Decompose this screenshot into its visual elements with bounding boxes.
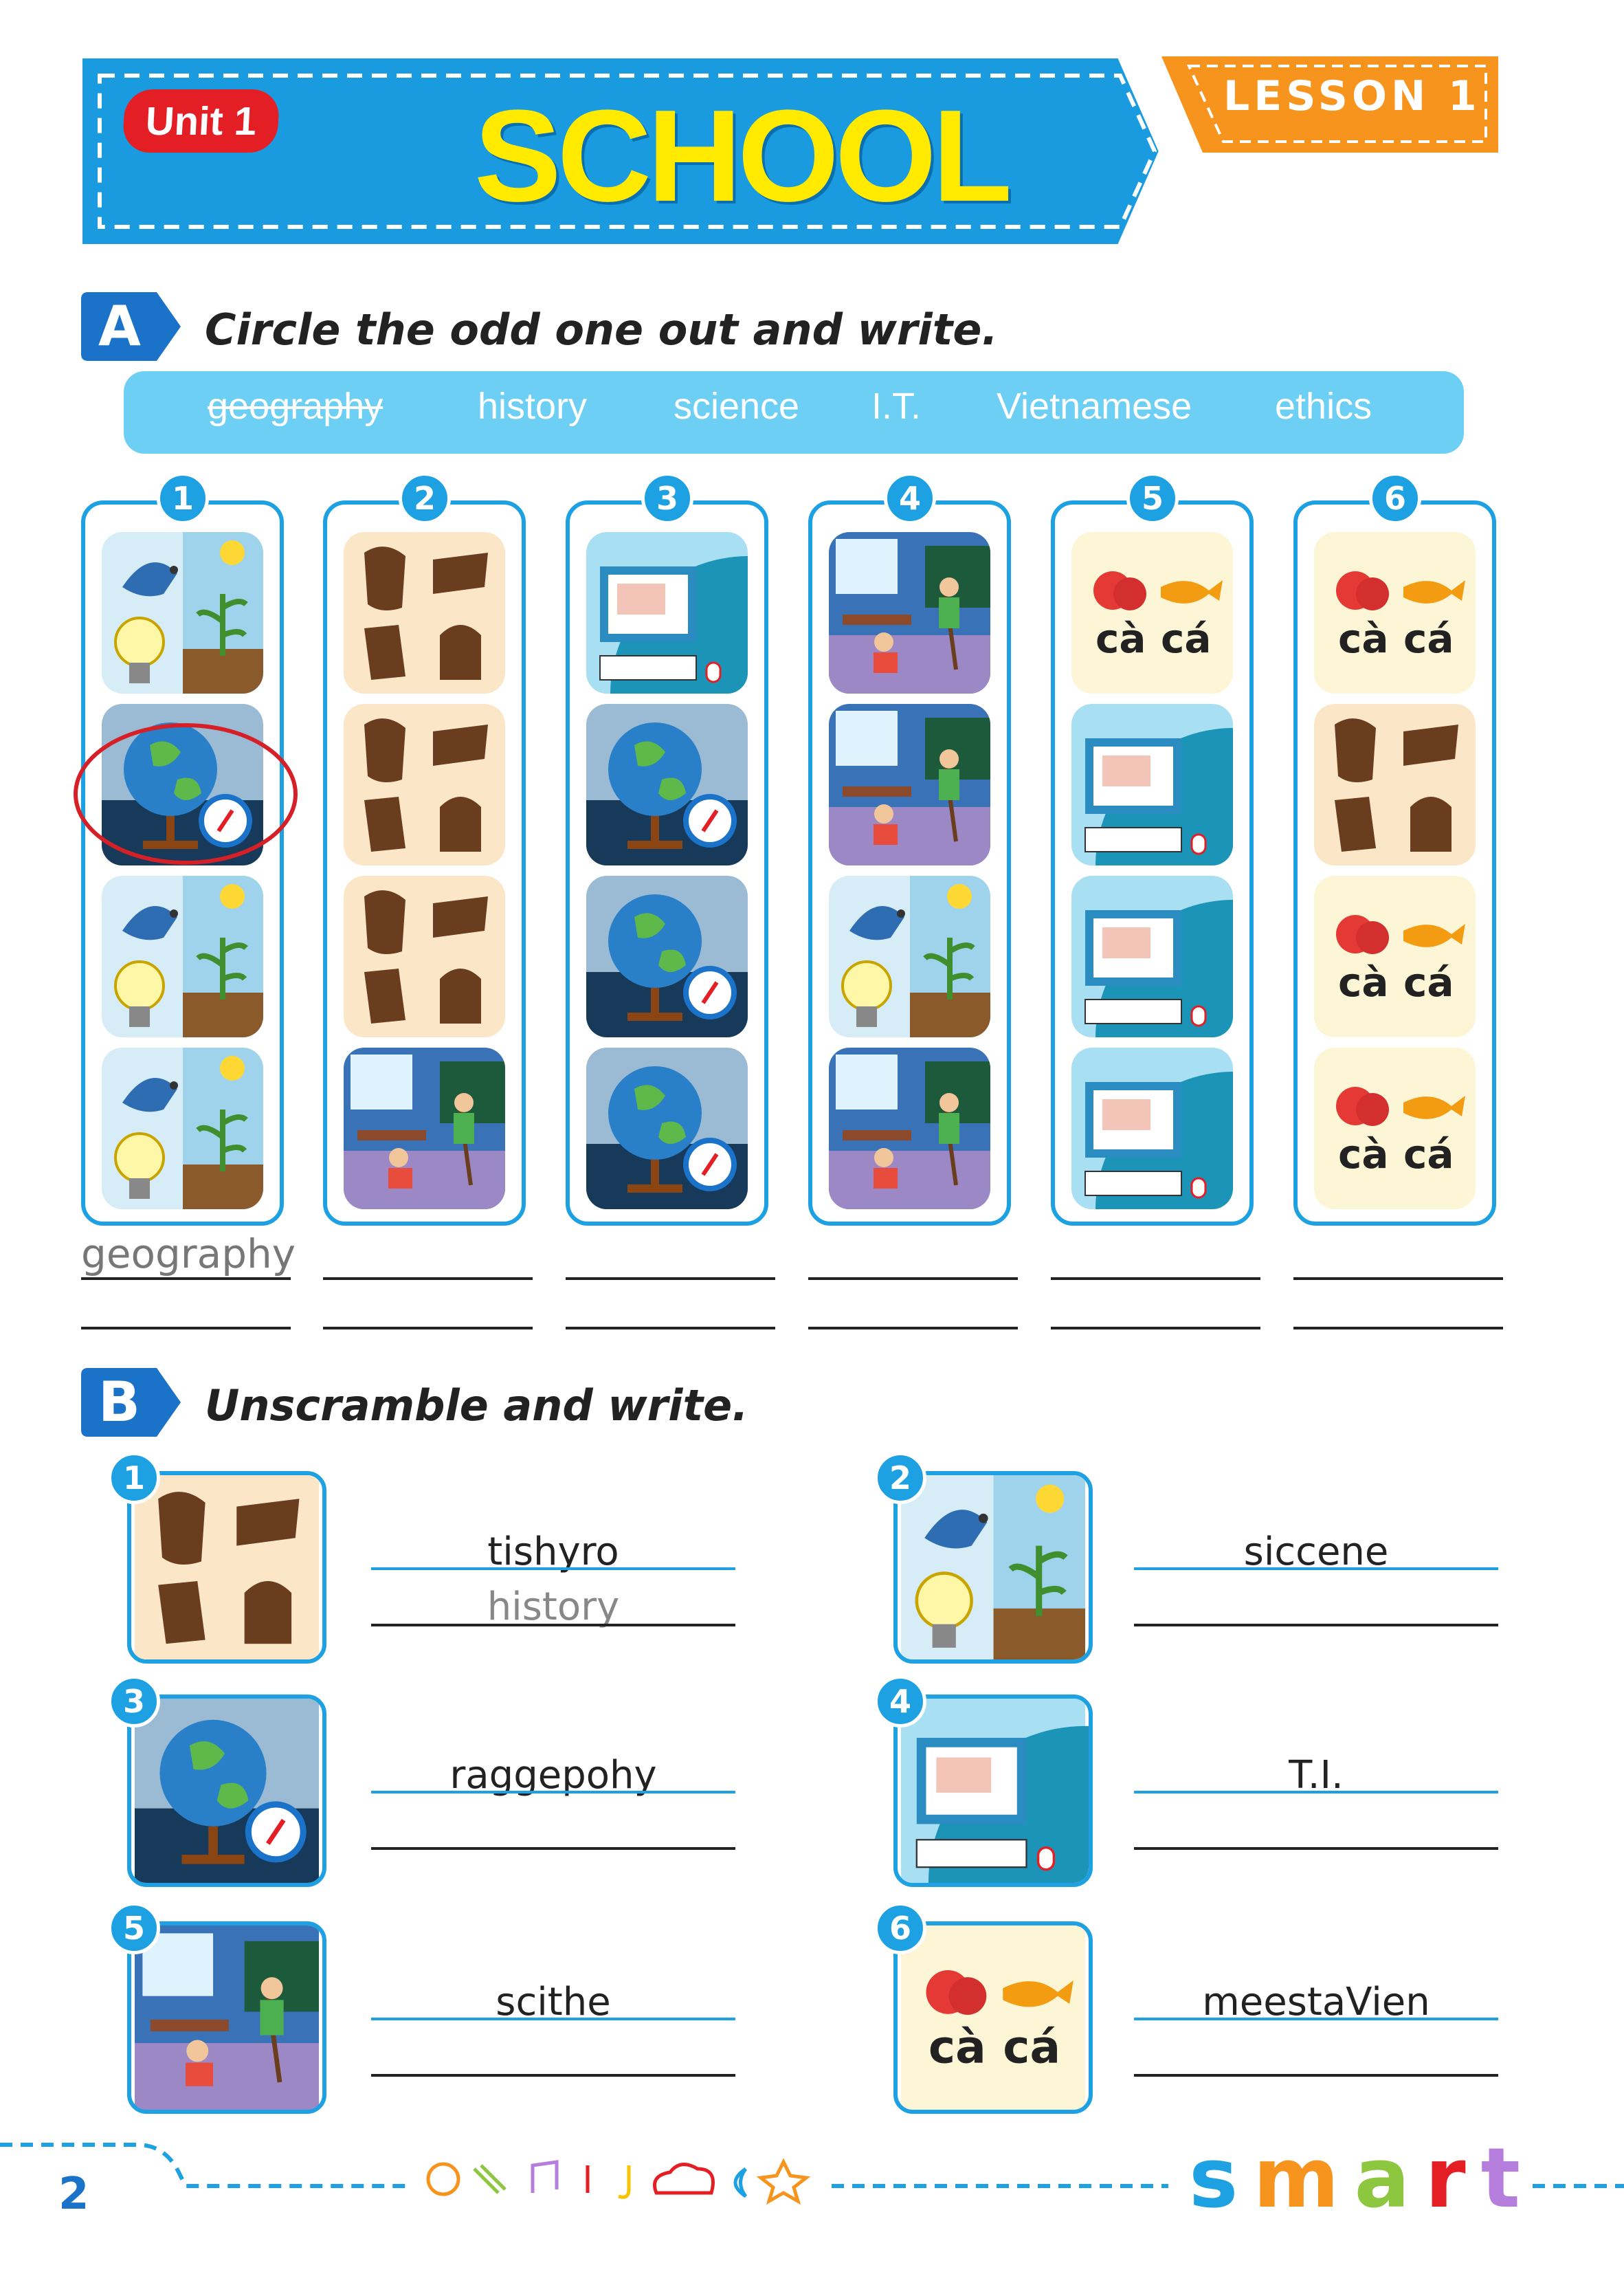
scrambled-word: scithe (496, 1980, 611, 2024)
scrambled-word: tishyro (487, 1530, 619, 1574)
picture-tile[interactable] (829, 704, 990, 865)
picture-tile[interactable] (102, 1048, 263, 1209)
column-number: 3 (641, 472, 693, 525)
unscramble-picture (893, 1695, 1093, 1887)
answer-line[interactable] (81, 1327, 291, 1329)
section-a-letter: A (98, 294, 141, 358)
picture-column (1293, 500, 1496, 1226)
footer-doodles (423, 2152, 835, 2207)
brand-letter: m (1253, 2131, 1339, 2227)
answer-line[interactable] (566, 1327, 775, 1329)
svg-text:cá: cá (1403, 1131, 1454, 1178)
history-picture (344, 704, 505, 865)
answer-line[interactable] (808, 1327, 1018, 1329)
item-number: 3 (108, 1675, 160, 1727)
section-b-instruction: Unscramble and write. (205, 1380, 748, 1431)
picture-tile[interactable] (829, 876, 990, 1037)
scrambled-line (1134, 1791, 1498, 1793)
answer-line[interactable] (1134, 1847, 1498, 1850)
word-bank-item: Vietnamese (997, 386, 1192, 427)
unscramble-picture (127, 1471, 326, 1664)
scrambled-line (371, 2018, 735, 2020)
word-bank-item: ethics (1275, 386, 1372, 427)
star-icon (761, 2162, 806, 2201)
brand-letter: s (1189, 2131, 1238, 2227)
it-picture (1071, 704, 1233, 865)
picture-tile[interactable] (1314, 704, 1476, 865)
picture-column (1051, 500, 1254, 1226)
scrambled-line (1134, 1567, 1498, 1570)
history-picture (131, 1475, 322, 1659)
picture-tile[interactable] (344, 532, 505, 694)
unscramble-picture (893, 1921, 1093, 2114)
odd-one-circle (69, 715, 302, 873)
answer-line[interactable] (566, 1277, 775, 1280)
scrambled-word: raggepohy (449, 1753, 657, 1798)
word-bank-item: I.T. (871, 386, 922, 427)
picture-tile[interactable] (1314, 1048, 1476, 1209)
word-bank-item: history (478, 386, 588, 427)
vietnamese-picture (1314, 532, 1476, 694)
picture-tile[interactable] (829, 532, 990, 694)
picture-tile[interactable] (344, 704, 505, 865)
geography-picture (586, 1048, 748, 1209)
svg-text:cá: cá (1003, 2020, 1061, 2074)
picture-column (323, 500, 526, 1226)
picture-tile[interactable] (586, 532, 748, 694)
answer-line[interactable] (1051, 1277, 1260, 1280)
music-icon (533, 2162, 557, 2193)
scrambled-word: meestaVien (1202, 1980, 1430, 2024)
answer-line[interactable] (323, 1277, 533, 1280)
picture-tile[interactable] (1071, 1048, 1233, 1209)
svg-text:cà: cà (1338, 959, 1389, 1006)
history-picture (1314, 704, 1476, 865)
picture-tile[interactable] (344, 876, 505, 1037)
it-picture (1071, 1048, 1233, 1209)
scrambled-line (371, 1791, 735, 1793)
cloud-icon (655, 2165, 713, 2193)
ethics-picture (829, 532, 990, 694)
lesson-label: LESSON 1 (1223, 72, 1481, 120)
answer-line[interactable] (1134, 2074, 1498, 2077)
picture-tile[interactable] (344, 1048, 505, 1209)
it-picture (1071, 876, 1233, 1037)
unit-badge: Unit 1 (122, 89, 280, 153)
brand-letter: r (1425, 2131, 1466, 2227)
picture-tile[interactable] (1071, 876, 1233, 1037)
section-b-letter: B (98, 1370, 140, 1434)
brand-letter: a (1354, 2131, 1410, 2227)
geography-picture (586, 704, 748, 865)
geography-picture (131, 1699, 322, 1883)
item-number: 6 (874, 1902, 926, 1954)
svg-text:cà: cà (1338, 1131, 1389, 1178)
picture-tile[interactable] (102, 532, 263, 694)
answer-line[interactable] (371, 2074, 735, 2077)
vietnamese-picture (1314, 876, 1476, 1037)
column-number: 1 (157, 472, 209, 525)
answer-line[interactable] (1051, 1327, 1260, 1329)
written-answer: geography (81, 1230, 296, 1277)
column-number: 2 (399, 472, 451, 525)
written-answer: history (487, 1585, 620, 1629)
science-picture (898, 1475, 1089, 1659)
ethics-picture (829, 1048, 990, 1209)
pencil-icon (474, 2165, 505, 2193)
vietnamese-picture (898, 1925, 1089, 2110)
geography-picture (586, 876, 748, 1037)
column-number: 5 (1126, 472, 1179, 525)
picture-tile[interactable] (1071, 532, 1233, 694)
answer-line[interactable] (1293, 1277, 1503, 1280)
brand-letter: t (1480, 2131, 1521, 2227)
science-picture (102, 876, 263, 1037)
note-icon (619, 2165, 629, 2197)
item-number: 4 (874, 1675, 926, 1727)
column-number: 6 (1369, 472, 1421, 525)
word-bank-item: geography (208, 386, 383, 427)
picture-tile[interactable] (1314, 532, 1476, 694)
item-number: 1 (108, 1452, 160, 1504)
ethics-picture (344, 1048, 505, 1209)
moon-icon (735, 2169, 746, 2196)
picture-column (566, 500, 768, 1226)
picture-tile[interactable] (102, 876, 263, 1037)
svg-text:cá: cá (1403, 615, 1454, 662)
unscramble-picture (127, 1921, 326, 2114)
picture-tile[interactable] (586, 704, 748, 865)
it-picture (586, 532, 748, 694)
section-a-instruction: Circle the odd one out and write. (205, 305, 998, 355)
picture-tile[interactable] (829, 1048, 990, 1209)
brand-logo (1189, 2131, 1520, 2227)
history-picture (344, 876, 505, 1037)
scrambled-word: T.I. (1289, 1753, 1344, 1798)
science-picture (102, 532, 263, 694)
unscramble-picture (127, 1695, 326, 1887)
answer-line[interactable] (1134, 1624, 1498, 1626)
scrambled-word: siccene (1243, 1530, 1389, 1574)
picture-column (808, 500, 1011, 1226)
page-title: SCHOOL (474, 83, 1008, 229)
answer-line[interactable] (371, 1847, 735, 1850)
answer-line[interactable] (371, 1624, 735, 1626)
unscramble-picture (893, 1471, 1093, 1664)
answer-line[interactable] (808, 1277, 1018, 1280)
column-number: 4 (884, 472, 936, 525)
answer-line[interactable] (323, 1327, 533, 1329)
svg-text:cá: cá (1403, 959, 1454, 1006)
picture-tile[interactable] (1071, 704, 1233, 865)
science-picture (829, 876, 990, 1037)
it-picture (898, 1699, 1089, 1883)
svg-text:cá: cá (1161, 615, 1212, 662)
ethics-picture (131, 1925, 322, 2110)
picture-tile[interactable] (586, 876, 748, 1037)
word-bank-item: science (674, 386, 800, 427)
item-number: 5 (108, 1902, 160, 1954)
vietnamese-picture (1314, 1048, 1476, 1209)
page-number: 2 (58, 2169, 89, 2220)
science-picture (102, 1048, 263, 1209)
svg-text:cà: cà (1338, 615, 1389, 662)
picture-tile[interactable] (1314, 876, 1476, 1037)
ethics-picture (829, 704, 990, 865)
history-picture (344, 532, 505, 694)
scrambled-line (1134, 2018, 1498, 2020)
vietnamese-picture (1071, 532, 1233, 694)
answer-line[interactable] (1293, 1327, 1503, 1329)
picture-tile[interactable] (586, 1048, 748, 1209)
flower-icon (428, 2164, 458, 2194)
scrambled-line (371, 1567, 735, 1570)
item-number: 2 (874, 1452, 926, 1504)
svg-text:cà: cà (1095, 615, 1146, 662)
svg-text:cà: cà (928, 2020, 986, 2074)
answer-line[interactable] (81, 1277, 291, 1280)
